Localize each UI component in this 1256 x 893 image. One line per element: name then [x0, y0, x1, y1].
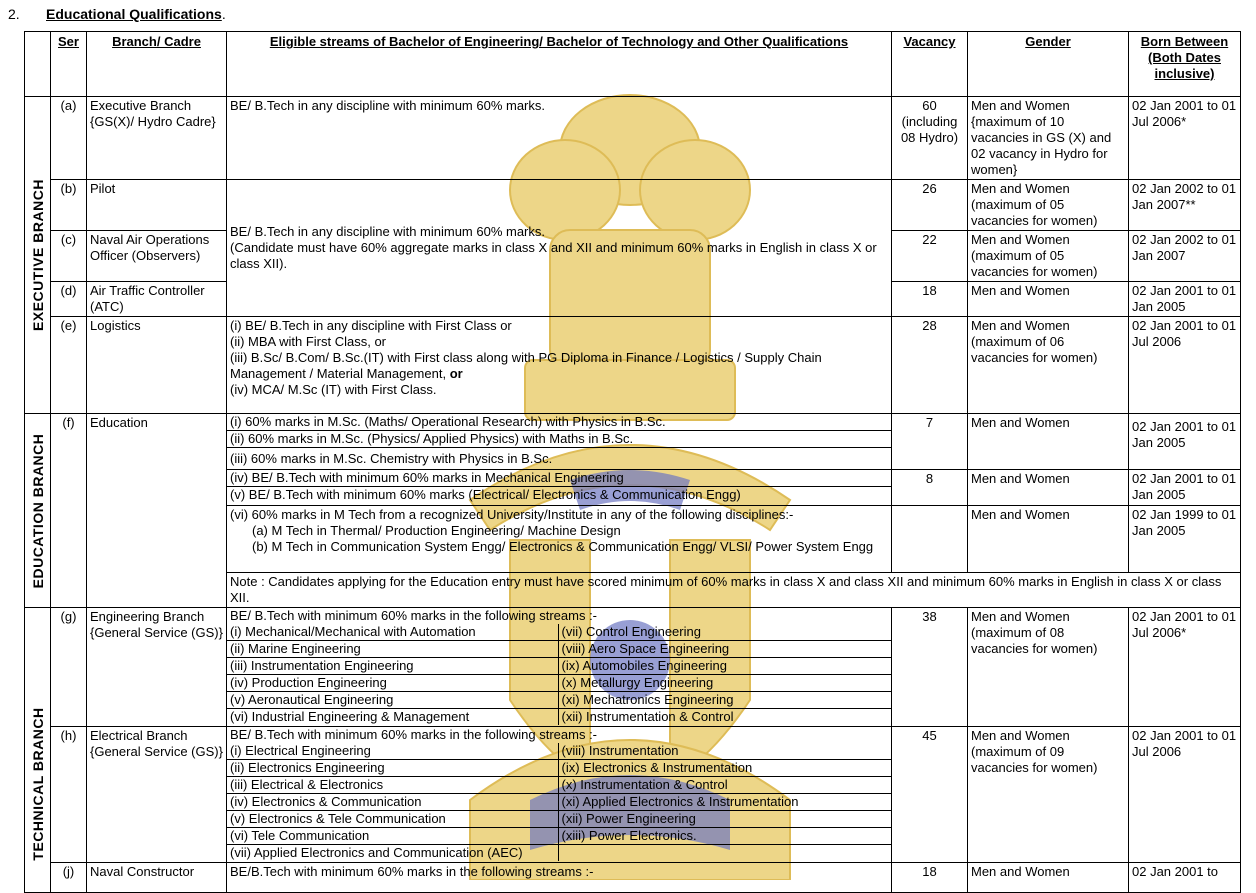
- stream-item: (vii) Applied Electronics and Communication (AEC): [227, 845, 558, 862]
- qual-cell: [227, 727, 892, 863]
- stream-item: (viii) Aero Space Engineering: [558, 641, 891, 658]
- stream-item: (viii) Instrumentation: [558, 743, 891, 760]
- vacancy-cell: 28: [892, 317, 968, 414]
- branch-cell: Electrical Branch {General Service (GS)}: [87, 727, 227, 863]
- table-row: [25, 608, 1241, 727]
- qual-line: (iv) MCA/ M.Sc (IT) with First Class.: [230, 382, 437, 397]
- qual-cell: [227, 470, 892, 506]
- table-row: [25, 863, 1241, 893]
- stream-item: [558, 845, 891, 862]
- stream-item: (vi) Tele Communication: [227, 828, 558, 845]
- stream-item: (iii) Electrical & Electronics: [227, 777, 558, 794]
- header-row: [25, 32, 1241, 97]
- qual-cell: [227, 506, 892, 573]
- vacancy-cell: 8: [892, 470, 968, 506]
- group-label: EXECUTIVE BRANCH: [29, 179, 46, 331]
- header-blank: [25, 32, 51, 97]
- section-title: Educational Qualifications: [46, 6, 222, 22]
- stream-item: (iv) Electronics & Communication: [227, 794, 558, 811]
- group-label: EDUCATION BRANCH: [29, 433, 46, 588]
- stream-item: (x) Instrumentation & Control: [558, 777, 891, 794]
- stream-item: (iii) Instrumentation Engineering: [227, 658, 558, 675]
- gender-cell: Men and Women: [968, 470, 1129, 506]
- vacancy-cell: 45: [892, 727, 968, 863]
- stream-item: (xi) Applied Electronics & Instrumentation: [558, 794, 891, 811]
- stream-item: (vii) Control Engineering: [558, 624, 891, 641]
- vacancy-cell: 7: [892, 414, 968, 470]
- vacancy-cell: 18: [892, 863, 968, 893]
- streams-table: [227, 743, 891, 861]
- qual-line: (ii) MBA with First Class, or: [230, 334, 387, 349]
- header-ser: Ser: [51, 32, 87, 97]
- ser-cell: (e): [51, 317, 87, 414]
- section-number: 2.: [8, 6, 20, 22]
- born-cell: 02 Jan 2001 to 01 Jan 2005: [1129, 414, 1241, 470]
- branch-cell: Naval Constructor: [87, 863, 227, 893]
- qual-line: (vi) 60% marks in M Tech from a recognized University/Institute in any of the following disciplines:-: [230, 507, 794, 522]
- stream-row: [227, 828, 891, 845]
- born-cell: 02 Jan 2002 to 01 Jan 2007: [1129, 231, 1241, 282]
- gender-cell: Men and Women (maximum of 05 vacancies for women): [968, 231, 1129, 282]
- gender-cell: Men and Women (maximum of 09 vacancies for women): [968, 727, 1129, 863]
- group-education: [25, 414, 51, 608]
- born-cell: 02 Jan 2002 to 01 Jan 2007**: [1129, 180, 1241, 231]
- qual-line: (i) 60% marks in M.Sc. (Maths/ Operational Research) with Physics in B.Sc.: [230, 414, 666, 429]
- born-cell: 02 Jan 2001 to 01 Jul 2006: [1129, 727, 1241, 863]
- header-streams: Eligible streams of Bachelor of Engineering/ Bachelor of Technology and Other Qualifications: [227, 32, 892, 97]
- stream-item: (ix) Electronics & Instrumentation: [558, 760, 891, 777]
- streams-table: [227, 624, 891, 725]
- note-cell: Note : Candidates applying for the Education entry must have scored minimum of 60% marks in class X and class XII and minimum 60% marks in English in class X or class XII.: [227, 573, 1241, 608]
- vacancy-cell: 38: [892, 608, 968, 727]
- qual-line: (ii) 60% marks in M.Sc. (Physics/ Applied Physics) with Maths in B.Sc.: [227, 430, 891, 447]
- vacancy-cell-empty: [892, 506, 968, 573]
- stream-item: (v) Aeronautical Engineering: [227, 692, 558, 709]
- born-cell: 02 Jan 2001 to 01 Jul 2006*: [1129, 97, 1241, 180]
- header-branch: Branch/ Cadre: [87, 32, 227, 97]
- qual-intro: BE/ B.Tech with minimum 60% marks in the following streams :-: [230, 608, 598, 623]
- table-row: [25, 97, 1241, 180]
- group-label: TECHNICAL BRANCH: [29, 707, 46, 861]
- ser-cell: (f): [51, 414, 87, 608]
- qual-line: [230, 350, 888, 382]
- table-row: [25, 414, 1241, 470]
- born-cell: 02 Jan 2001 to 01 Jul 2006*: [1129, 608, 1241, 727]
- gender-cell: Men and Women: [968, 506, 1129, 573]
- qual-cell: BE/B.Tech with minimum 60% marks in the following streams :-: [227, 863, 892, 893]
- branch-cell: Logistics: [87, 317, 227, 414]
- born-cell: 02 Jan 2001 to: [1129, 863, 1241, 893]
- stream-row: [227, 692, 891, 709]
- qual-line: (a) M Tech in Thermal/ Production Engineering/ Machine Design: [252, 523, 621, 538]
- header-gender: Gender: [968, 32, 1129, 97]
- qual-line: BE/ B.Tech in any discipline with minimum 60% marks.: [230, 224, 546, 239]
- qual-line: (v) BE/ B.Tech with minimum 60% marks (Electrical/ Electronics & Communication Engg): [227, 486, 891, 503]
- vacancy-cell: 18: [892, 282, 968, 317]
- branch-cell: Air Traffic Controller (ATC): [87, 282, 227, 317]
- ser-cell: (a): [51, 97, 87, 180]
- branch-cell: Naval Air Operations Officer (Observers): [87, 231, 227, 282]
- gender-cell: Men and Women {maximum of 10 vacancies in GS (X) and 02 vacancy in Hydro for women}: [968, 97, 1129, 180]
- stream-item: (v) Electronics & Tele Communication: [227, 811, 558, 828]
- branch-cell: Pilot: [87, 180, 227, 231]
- gender-cell: Men and Women (maximum of 08 vacancies for women): [968, 608, 1129, 727]
- stream-item: (ii) Marine Engineering: [227, 641, 558, 658]
- vacancy-cell: 60 (including 08 Hydro): [892, 97, 968, 180]
- table-row: [25, 727, 1241, 863]
- header-born: Born Between (Both Dates inclusive): [1129, 32, 1241, 97]
- born-cell: 02 Jan 1999 to 01 Jan 2005: [1129, 506, 1241, 573]
- stream-item: (x) Metallurgy Engineering: [558, 675, 891, 692]
- qual-line: (b) M Tech in Communication System Engg/ Electronics & Communication Engg/ VLSI/ Power System Engg: [252, 539, 874, 554]
- stream-item: (i) Electrical Engineering: [230, 743, 371, 758]
- branch-cell: Education: [87, 414, 227, 608]
- born-cell: 02 Jan 2001 to 01 Jan 2005: [1129, 470, 1241, 506]
- qual-cell: [227, 317, 892, 414]
- ser-cell: (c): [51, 231, 87, 282]
- qual-cell: [227, 414, 892, 470]
- stream-row: [227, 811, 891, 828]
- stream-item: (i) Mechanical/Mechanical with Automation: [230, 624, 476, 639]
- vacancy-cell: 22: [892, 231, 968, 282]
- stream-item: (ix) Automobiles Engineering: [558, 658, 891, 675]
- stream-row: [227, 709, 891, 726]
- stream-item: (ii) Electronics Engineering: [227, 760, 558, 777]
- gender-cell: Men and Women: [968, 282, 1129, 317]
- gender-cell: Men and Women (maximum of 06 vacancies for women): [968, 317, 1129, 414]
- group-executive: [25, 97, 51, 414]
- stream-item: (vi) Industrial Engineering & Management: [227, 709, 558, 726]
- stream-row: [227, 675, 891, 692]
- stream-row: [227, 794, 891, 811]
- branch-cell: Executive Branch {GS(X)/ Hydro Cadre}: [87, 97, 227, 180]
- ser-cell: (h): [51, 727, 87, 863]
- header-vacancy: Vacancy: [892, 32, 968, 97]
- stream-row: [227, 624, 891, 641]
- gender-cell: Men and Women: [968, 414, 1129, 470]
- qual-text: (iii) B.Sc/ B.Com/ B.Sc.(IT) with First class along with PG Diploma in Finance / Logistics / Supply Chain Management / Material Management,: [230, 350, 822, 381]
- qual-line: (i) BE/ B.Tech in any discipline with First Class or: [230, 318, 512, 333]
- qual-line: (iii) 60% marks in M.Sc. Chemistry with Physics in B.Sc.: [227, 447, 891, 467]
- stream-row: [227, 777, 891, 794]
- stream-item: (xii) Power Engineering: [558, 811, 891, 828]
- born-cell: 02 Jan 2001 to 01 Jan 2005: [1129, 282, 1241, 317]
- qual-cell-shared: [227, 180, 892, 317]
- stream-item: (xi) Mechatronics Engineering: [558, 692, 891, 709]
- stream-row: [227, 743, 891, 760]
- born-cell: 02 Jan 2001 to 01 Jul 2006: [1129, 317, 1241, 414]
- qual-intro: BE/ B.Tech with minimum 60% marks in the following streams :-: [230, 727, 598, 742]
- qualifications-table: [24, 31, 1241, 893]
- qual-line: (Candidate must have 60% aggregate marks in class X and XII and minimum 60% marks in English in class X or class XII).: [230, 240, 877, 271]
- section-title-suffix: .: [221, 6, 226, 22]
- table-row: [25, 180, 1241, 231]
- stream-item: (xiii) Power Electronics.: [558, 828, 891, 845]
- stream-row: [227, 760, 891, 777]
- ser-cell: (j): [51, 863, 87, 893]
- stream-row: [227, 658, 891, 675]
- stream-item: (iv) Production Engineering: [227, 675, 558, 692]
- qual-cell: [227, 608, 892, 727]
- stream-row: [227, 845, 891, 862]
- vacancy-cell: 26: [892, 180, 968, 231]
- group-technical: [25, 608, 51, 893]
- qual-or: or: [449, 366, 463, 381]
- stream-row: [227, 641, 891, 658]
- ser-cell: (b): [51, 180, 87, 231]
- table-row: [25, 317, 1241, 414]
- gender-cell: Men and Women: [968, 863, 1129, 893]
- ser-cell: (g): [51, 608, 87, 727]
- qual-cell: BE/ B.Tech in any discipline with minimum 60% marks.: [227, 97, 892, 180]
- gender-cell: Men and Women (maximum of 05 vacancies for women): [968, 180, 1129, 231]
- stream-item: (xii) Instrumentation & Control: [558, 709, 891, 726]
- section-heading: [8, 6, 226, 22]
- ser-cell: (d): [51, 282, 87, 317]
- qual-line: (iv) BE/ B.Tech with minimum 60% marks in Mechanical Engineering: [230, 470, 624, 485]
- branch-cell: Engineering Branch {General Service (GS)}: [87, 608, 227, 727]
